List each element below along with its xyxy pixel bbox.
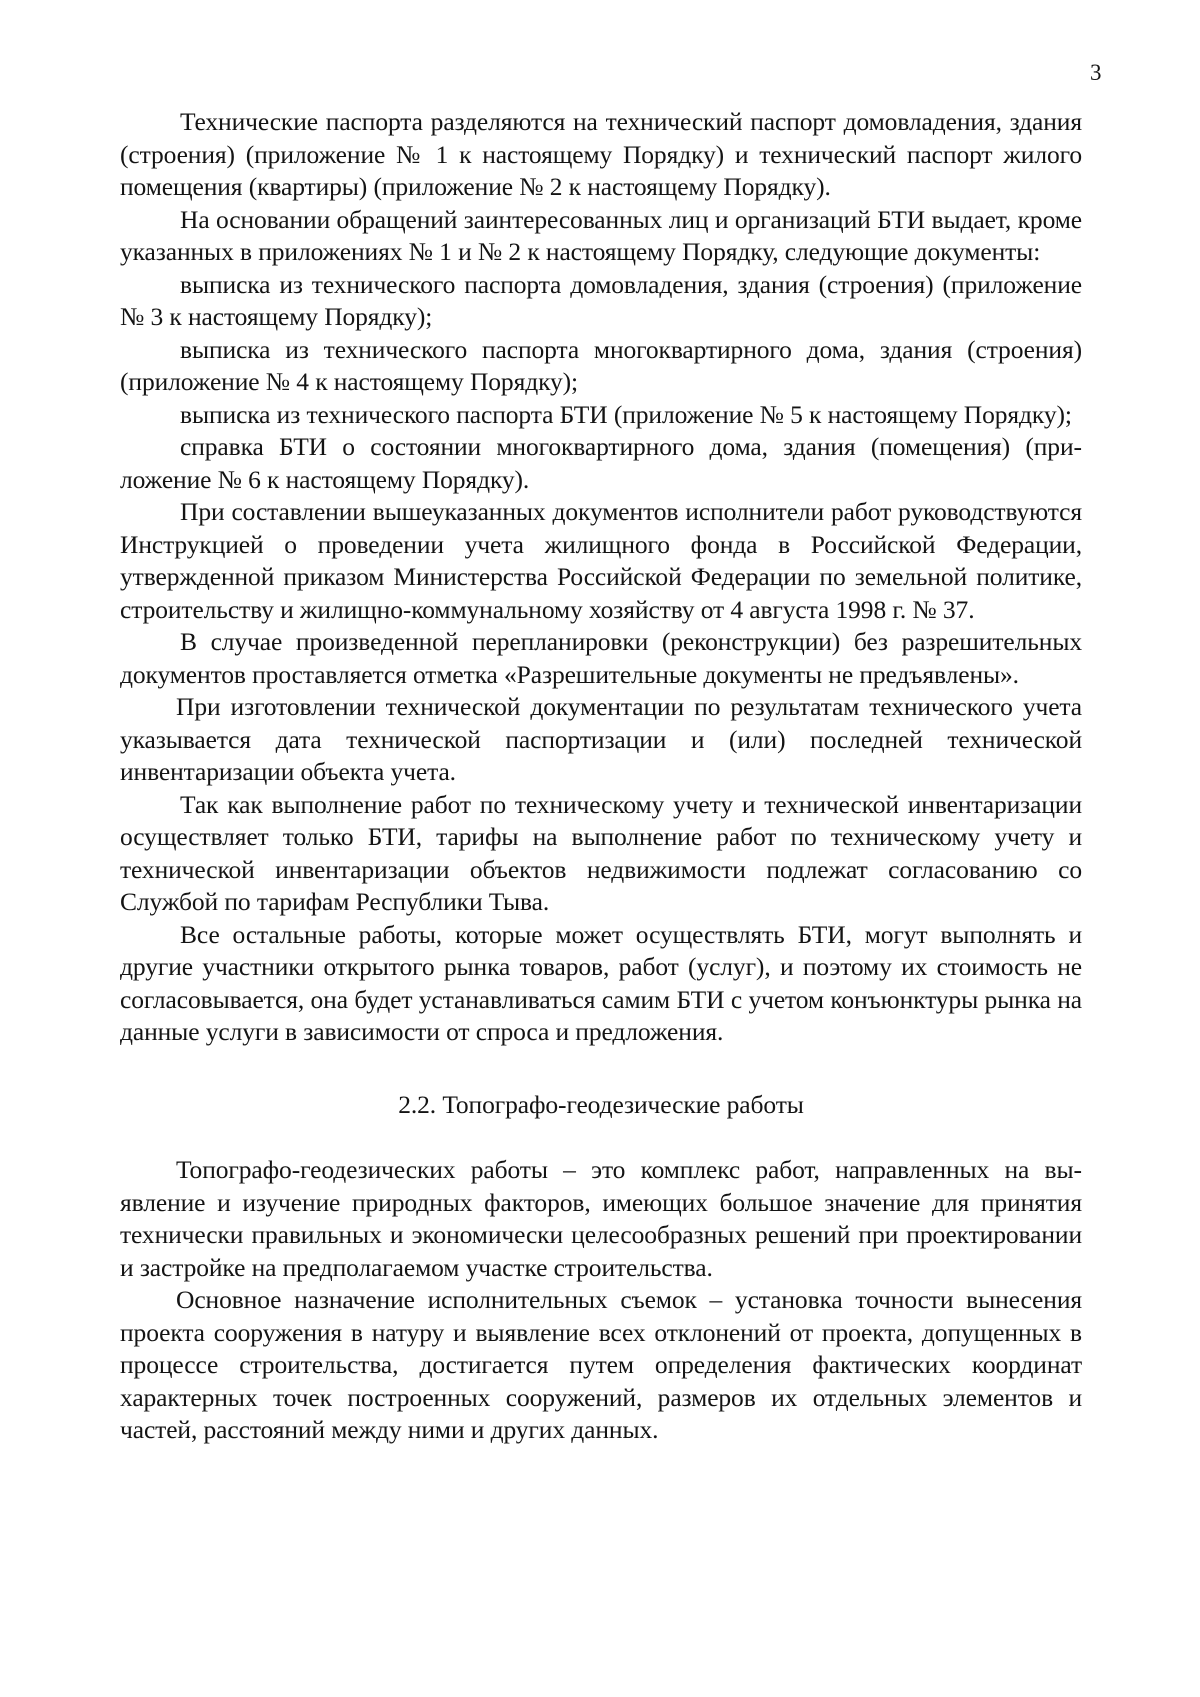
page-number: 3 [1090,60,1102,85]
paragraph: В случае произведенной перепланировки (реконструкции) без разрешительных документов проставляется отметка «Разрешительные документы не предъявлены». [120,627,1082,689]
document-body [120,106,1082,1447]
paragraph: Так как выполнение работ по техническому учету и технической инвентаризации осуществляет только БТИ, тарифы на выполнение работ по техническому учету и технической инвентаризации объектов недвижимости подлежат согласованию со Службой по тарифам Республики Тыва. [120,789,1082,916]
list-item: выписка из технического паспорта многоквартирного дома, здания (строения) (приложение № 4 к настоящему Порядку); [120,334,1082,396]
paragraph: Все остальные работы, которые может осуществлять БТИ, могут выполнять и другие участники открытого рынка товаров, работ (услуг), и поэтому их стоимость не согласовывается, она будет устанавливаться самим БТИ с учетом конъюнктуры рынка на данные услуги в зависимости от спроса и предложения. [120,919,1082,1046]
paragraph: При изготовлении технической документации по результатам технического учета указывается дата технической паспортизации и (или) последней технической инвентаризации объекта учета. [120,692,1082,786]
paragraph: На основании обращений заинтересованных лиц и организаций БТИ выдает, кроме указанных в приложениях № 1 и № 2 к настоящему Порядку, следующие документы: [120,204,1082,266]
paragraph: Топографо-геодезических работы – это комплекс работ, направленных на выявление и изучение природных факторов, имеющих большое значение для принятия технически правильных и экономически целесообразных решений при проектировании и застройке на предполагаемом участке строительства. [120,1155,1082,1282]
list-item: выписка из технического паспорта домовладения, здания (строения) (приложение № 3 к настоящему Порядку); [120,269,1082,331]
paragraph: При составлении вышеуказанных документов исполнители работ руководствуются Инструкцией о проведении учета жилищного фонда в Российской Федерации, утвержденной приказом Министерства Российской Федерации по земельной политике, строительству и жилищно-коммунальному хозяйству от 4 августа 1998 г. № 37. [120,497,1082,624]
paragraph: Основное назначение исполнительных съемок – установка точности вынесения проекта сооружения в натуру и выявление всех отклонений от проекта, допущенных в процессе строительства, достигается путем определения фактических координат характерных точек построенных сооружений, размеров их отдельных элементов и частей, расстояний между ними и других данных. [120,1285,1082,1444]
list-item: выписка из технического паспорта БТИ (приложение № 5 к настоящему Порядку); [180,399,1072,429]
section-heading: 2.2. Топографо-геодезические работы [398,1089,804,1119]
paragraph: Технические паспорта разделяются на технический паспорт домовладения, здания (строения) (приложение № 1 к настоящему Порядку) и технический паспорт жилого помещения (квартиры) (приложение № 2 к настоящему Порядку). [120,107,1082,201]
list-item: справка БТИ о состоянии многоквартирного дома, здания (помещения) (приложение № 6 к настоящему Порядку). [120,432,1082,494]
